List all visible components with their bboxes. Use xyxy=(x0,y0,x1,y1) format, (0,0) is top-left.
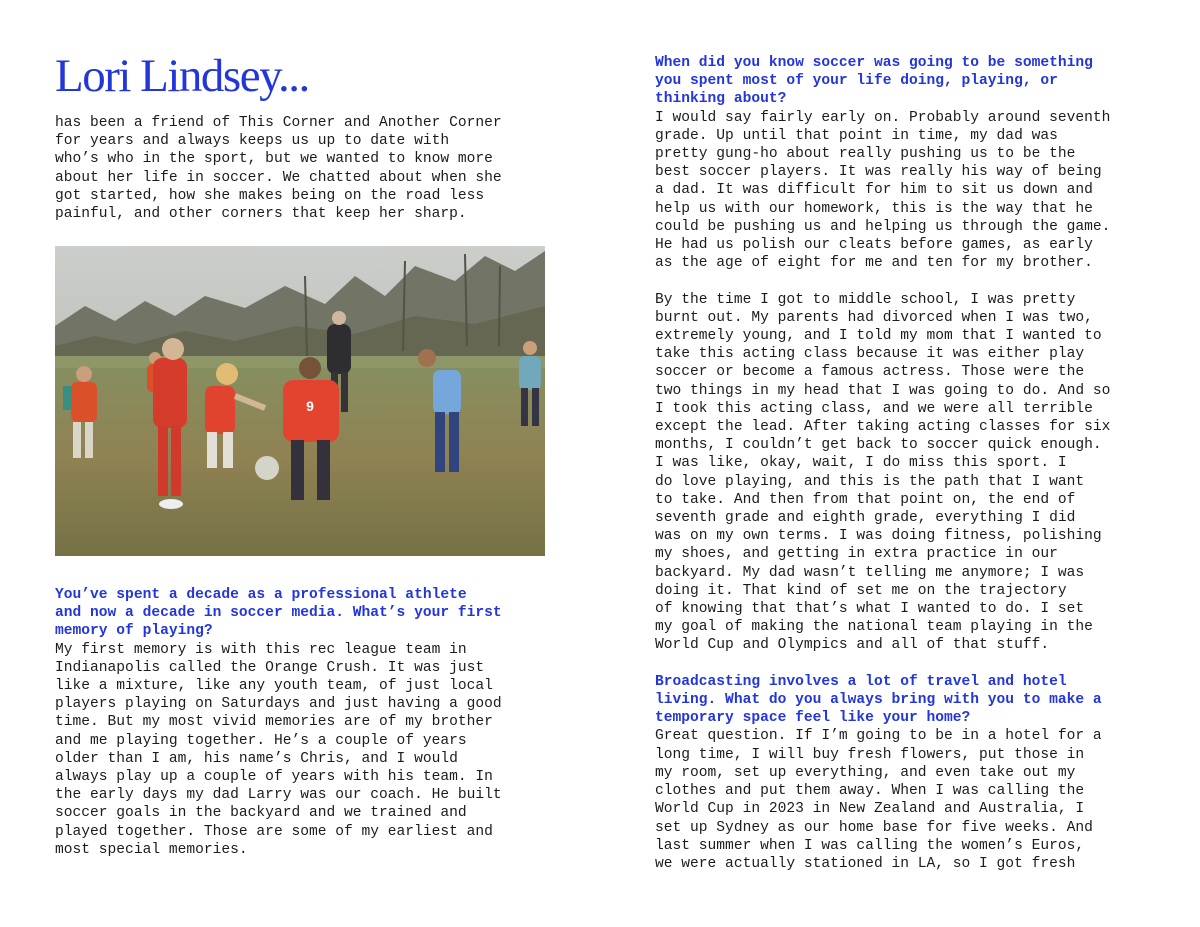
question-knew-soccer: When did you know soccer was going to be something you spent most of your life doing, playing, or thinking about? xyxy=(655,55,1093,108)
youth-soccer-photo xyxy=(55,246,545,556)
intro-paragraph: has been a friend of This Corner and Another Corner for years and always keeps us up to date with who’s who in the sport, but we wanted to know more about her life in soccer. We chatted about when she got started, how she makes being on the road less painful, and other corners that keep her sharp. xyxy=(55,115,502,223)
answer-knew-soccer-p2: By the time I got to middle school, I was pretty burnt out. My parents had divorced when I was two, extremely young, and I told my mom that I wanted to take this acting class because it was either play soccer or become a famous actress. Those were the two things in my head that I was going to do. And so I took this acting class, and we were all terrible except the lead. After taking acting classes for six months, I couldn’t get back to soccer quick enough. I was like, okay, wait, I do miss this sport. I do love playing, and this is the path that I want to take. And then from that point on, the end of seventh grade and eighth grade, everything I did was on my own terms. I was doing fitness, polishing my shoes, and getting in extra practice in our backyard. My dad wasn’t telling me anymore; I was doing it. That kind of set me on the trajectory of knowing that that’s what I wanted to do. I set my goal of making the national team playing in the World Cup and Olympics and all of that stuff. xyxy=(655,291,1111,654)
right-column xyxy=(655,54,1155,873)
answer-broadcasting: Great question. If I’m going to be in a hotel for a long time, I will buy fresh flowers, put those in my room, set up everything, and even take out my clothes and put them away. When I was calling the World Cup in 2023 in New Zealand and Australia, I set up Sydney as our home base for five weeks. And last summer when I was calling the women’s Euros, we were actually stationed in LA, so I got fresh xyxy=(655,728,1102,872)
jersey-number: 9 xyxy=(306,398,314,414)
qa-first-memory xyxy=(55,586,555,859)
paragraph-gap xyxy=(655,272,1155,290)
answer-first-memory: My first memory is with this rec league team in Indianapolis called the Orange Crush. It was just like a mixture, like any youth team, of just local players playing on Saturdays and just having a good time. But my most vivid memories are of my brother and me playing together. He’s a couple of years older than I am, his name’s Chris, and I would always play up a couple of years with his team. In the early days my dad Larry was our coach. He built soccer goals in the backyard and we trained and played together. Those are some of my earliest and most special memories. xyxy=(55,641,502,858)
question-broadcasting: Broadcasting involves a lot of travel and hotel living. What do you always bring with you to make a temporary space feel like your home? xyxy=(655,673,1102,727)
article-title: Lori Lindsey... xyxy=(55,50,309,102)
left-column xyxy=(55,48,555,223)
photo-illustration xyxy=(55,246,545,556)
answer-knew-soccer-p1: I would say fairly early on. Probably around seventh grade. Up until that point in time, my dad was pretty gung-ho about really pushing us to be the best soccer players. It was really his way of being a dad. It was difficult for him to sit us down and help us with our homework, this is the way that he could be pushing us and helping us through the game. He had us polish our cleats before games, as early as the age of eight for me and ten for my brother. xyxy=(655,109,1111,272)
question-first-memory: You’ve spent a decade as a professional athlete and now a decade in soccer media. What’s your first memory of playing? xyxy=(55,587,502,640)
paragraph-gap xyxy=(655,655,1155,673)
